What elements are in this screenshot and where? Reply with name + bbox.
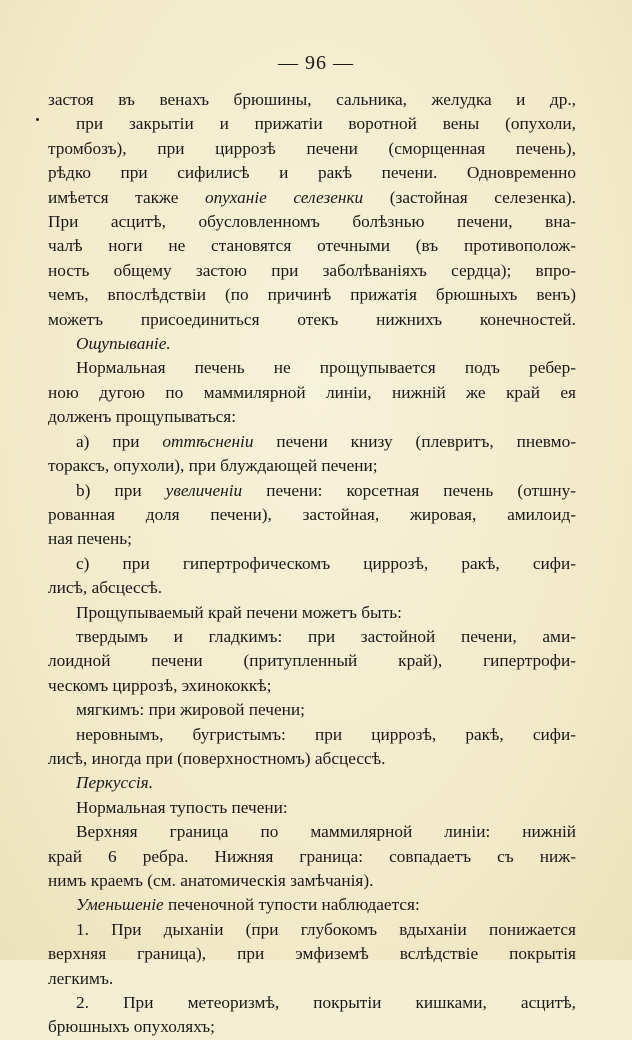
text-line	[48, 308, 576, 332]
text-run: Прощупываемый край печени можетъ быть:	[76, 602, 402, 622]
text-run: c) при гипертрофическомъ циррозѣ, ракѣ, сифи-	[76, 553, 576, 573]
text-line	[48, 796, 576, 820]
text-line	[48, 967, 576, 991]
text-run: край 6 ребра. Нижняя граница: совпадаетъ съ ниж-	[48, 846, 576, 866]
text-run: верхняя граница), при эмфиземѣ вслѣдствіе покрытія	[48, 944, 576, 964]
text-line	[48, 625, 576, 649]
text-run: брюшныхъ опухоляхъ;	[48, 1017, 215, 1037]
text-line	[48, 234, 576, 258]
text-run: можетъ присоединиться отекъ нижнихъ конечностей.	[48, 309, 576, 329]
text-line	[48, 845, 576, 869]
text-line	[48, 356, 576, 380]
text-line	[48, 1015, 576, 1039]
text-line	[48, 381, 576, 405]
text-run: лоидной печени (притупленный край), гипертрофи-	[48, 651, 576, 671]
emphasized-term: опуханіе селезенки	[204, 187, 364, 207]
text-run: b) при	[76, 480, 142, 500]
text-line	[48, 283, 576, 307]
text-run: (застойная селезенка).	[389, 187, 576, 207]
text-run: тромбозъ), при циррозѣ печени (сморщенная печень),	[48, 138, 576, 158]
text-run: ная печень;	[48, 529, 132, 549]
text-line	[48, 991, 576, 1015]
text-line	[48, 771, 576, 795]
text-line	[48, 942, 576, 966]
text-line	[48, 503, 576, 527]
text-run: твердымъ и гладкимъ: при застойной печени, ами-	[76, 626, 576, 646]
text-run: тораксъ, опухоли), при блуждающей печени;	[48, 456, 378, 476]
text-line	[48, 527, 576, 551]
text-run: ность общему застою при заболѣваніяхъ сердца); впро-	[48, 260, 576, 280]
text-run: лисѣ, иногда при (поверхностномъ) абсцессѣ.	[48, 748, 386, 768]
text-line	[48, 723, 576, 747]
text-line	[48, 576, 576, 600]
emphasized-term: Уменьшеніе	[76, 895, 164, 915]
text-run: мягкимъ: при жировой печени;	[76, 700, 305, 720]
text-run: Нормальная печень не прощупывается подъ ребер-	[76, 358, 576, 378]
text-run: ною дугою по маммилярной линіи, нижній же край ея	[48, 382, 576, 402]
text-line	[48, 747, 576, 771]
text-run: застоя въ венахъ брюшины, сальника, желудка и др.,	[48, 90, 576, 109]
text-run: лисѣ, абсцессѣ.	[48, 578, 163, 598]
text-line	[48, 161, 576, 185]
text-run: рѣдко при сифилисѣ и ракѣ печени. Одновременно	[48, 163, 576, 183]
text-line	[48, 186, 576, 210]
text-run: легкимъ.	[48, 968, 114, 988]
text-line	[48, 698, 576, 722]
text-line	[48, 137, 576, 161]
page-number: — 96 —	[278, 52, 354, 74]
margin-mark	[36, 118, 39, 121]
text-line	[48, 869, 576, 893]
text-run: чемъ, впослѣдствіи (по причинѣ прижатія брюшныхъ венъ)	[48, 285, 576, 305]
text-run: Верхняя граница по маммилярной линіи: нижній	[76, 822, 576, 842]
text-line	[48, 454, 576, 478]
text-run: рованная доля печени), застойная, жировая, амилоид-	[48, 504, 576, 524]
text-line	[48, 674, 576, 698]
text-run: имѣется также	[48, 187, 179, 207]
text-run: печеночной тупости наблюдается:	[168, 895, 420, 915]
text-run: нимъ краемъ (см. анатомическія замѣчанія).	[48, 871, 374, 890]
text-line	[48, 112, 576, 136]
text-line	[48, 405, 576, 429]
text-run: При асцитѣ, обусловленномъ болѣзнью печени, вна-	[48, 212, 576, 232]
text-run: ческомъ циррозѣ, эхинококкѣ;	[48, 675, 272, 695]
text-run: печени: корсетная печень (отшну-	[266, 480, 576, 500]
emphasized-term: Ощупываніе.	[76, 334, 171, 354]
text-run: чалѣ ноги не становятся отечными (въ противополож-	[48, 236, 576, 256]
text-line	[48, 332, 576, 356]
text-line	[48, 210, 576, 234]
text-run: при закрытіи и прижатіи воротной вены (опухоли,	[76, 114, 576, 134]
text-line	[48, 88, 576, 112]
text-line	[48, 601, 576, 625]
text-line	[48, 552, 576, 576]
text-run: печени книзу (плевритъ, пневмо-	[276, 431, 576, 451]
text-run: Нормальная тупость печени:	[76, 797, 288, 817]
text-run: а) при	[76, 431, 140, 451]
emphasized-term: оттѣсненіи	[162, 431, 254, 451]
text-run: 2. При метеоризмѣ, покрытіи кишками, асцитѣ,	[76, 993, 576, 1013]
text-line	[48, 893, 576, 917]
text-line	[48, 649, 576, 673]
emphasized-term: увеличеніи	[165, 480, 243, 500]
text-run: долженъ прощупываться:	[48, 407, 237, 427]
text-line	[48, 479, 576, 503]
text-line	[48, 430, 576, 454]
text-line	[48, 918, 576, 942]
body-text	[48, 88, 576, 1040]
text-line	[48, 259, 576, 283]
emphasized-term: Перкуссія.	[76, 773, 154, 793]
text-run: 1. При дыханіи (при глубокомъ вдыханіи понижается	[76, 919, 576, 939]
text-run: неровнымъ, бугристымъ: при циррозѣ, ракѣ, сифи-	[76, 724, 576, 744]
text-line	[48, 820, 576, 844]
